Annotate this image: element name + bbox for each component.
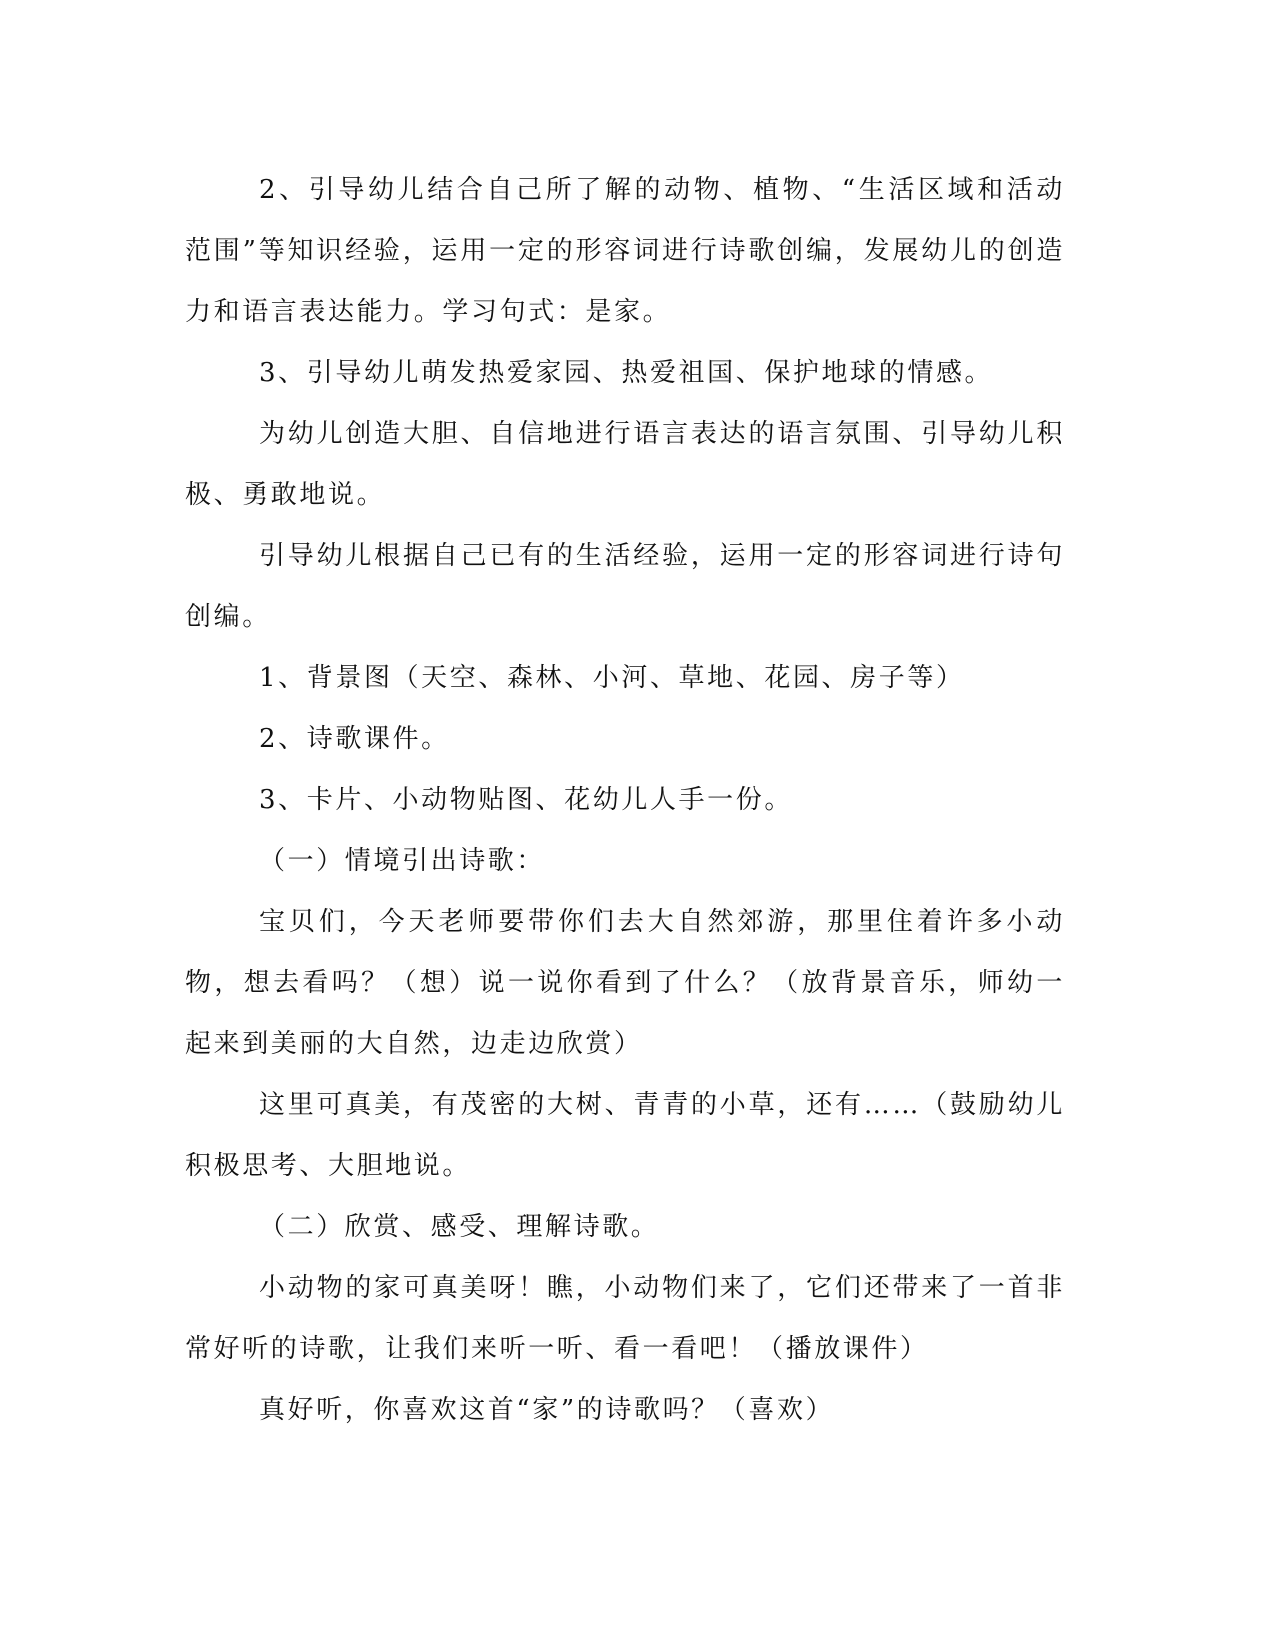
- document-body: [185, 160, 1065, 1441]
- section-heading-2: （二）欣赏、感受、理解诗歌。: [259, 1212, 660, 1242]
- paragraph-material-2: 2、诗歌课件。: [259, 724, 450, 754]
- paragraph-goal-2: 2、引导幼儿结合自己所了解的动物、植物、“生活区域和活动范围”等知识经验，运用一定的形容词进行诗歌创编，发展幼儿的创造力和语言表达能力。学习句式：是家。: [185, 175, 1065, 327]
- paragraph-goal-3: 3、引导幼儿萌发热爱家园、热爱祖国、保护地球的情感。: [259, 358, 994, 388]
- paragraph-animals-arrive: 小动物的家可真美呀！瞧，小动物们来了，它们还带来了一首非常好听的诗歌，让我们来听一听、看一看吧！（播放课件）: [185, 1273, 1065, 1364]
- paragraph-material-3: 3、卡片、小动物贴图、花幼儿人手一份。: [259, 785, 793, 815]
- paragraph-difficulty: 引导幼儿根据自己已有的生活经验，运用一定的形容词进行诗句创编。: [185, 541, 1065, 632]
- paragraph-scenery: 这里可真美，有茂密的大树、青青的小草，还有……（鼓励幼儿积极思考、大胆地说。: [185, 1090, 1065, 1181]
- paragraph-intro-dialogue: 宝贝们，今天老师要带你们去大自然郊游，那里住着许多小动物，想去看吗？（想）说一说你看到了什么？（放背景音乐，师幼一起来到美丽的大自然，边走边欣赏）: [185, 907, 1065, 1059]
- paragraph-focus: 为幼儿创造大胆、自信地进行语言表达的语言氛围、引导幼儿积极、勇敢地说。: [185, 419, 1065, 510]
- paragraph-material-1: 1、背景图（天空、森林、小河、草地、花园、房子等）: [259, 663, 965, 693]
- section-heading-1: （一）情境引出诗歌：: [259, 846, 546, 876]
- paragraph-question: 真好听，你喜欢这首“家”的诗歌吗？（喜欢）: [259, 1395, 835, 1425]
